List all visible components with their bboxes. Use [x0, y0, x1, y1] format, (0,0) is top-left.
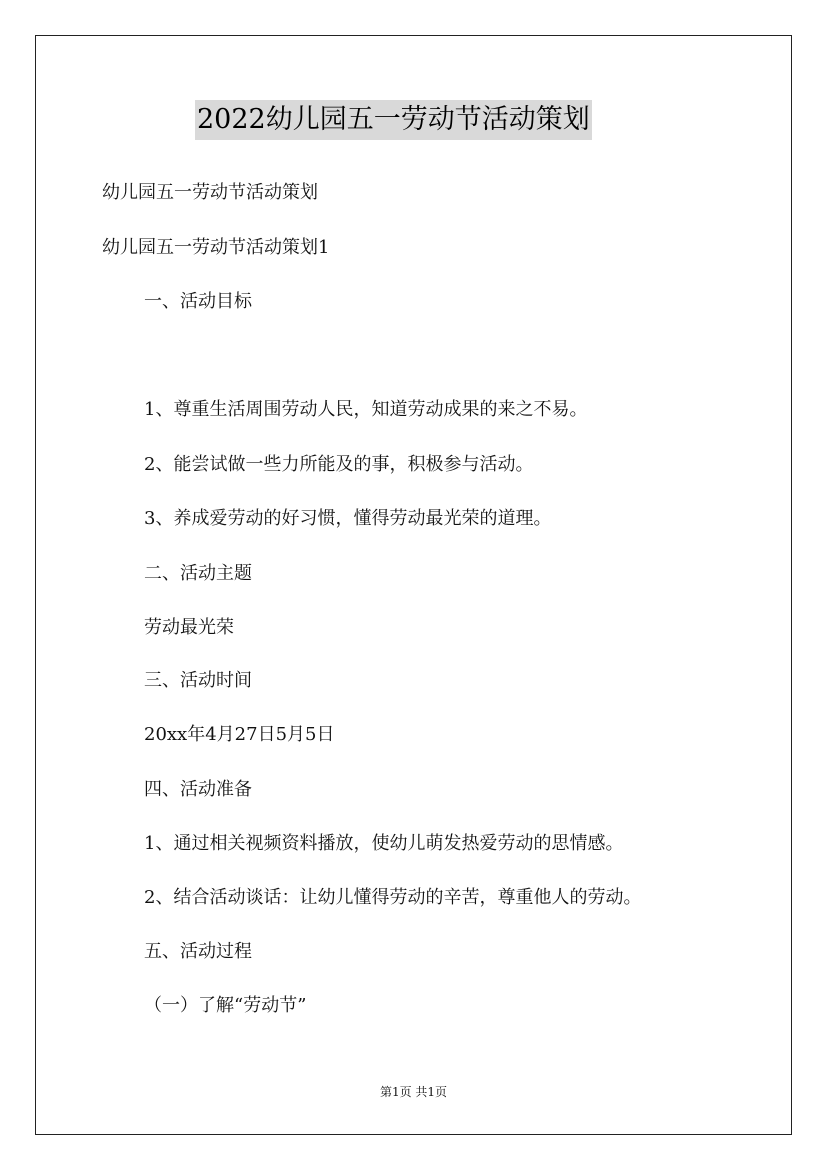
goal-item-2: 2、能尝试做一些力所能及的事，积极参与活动。	[144, 454, 534, 475]
section-heading-plan-1: 幼儿园五一劳动节活动策划1	[102, 237, 330, 258]
process-subheading-1: （一）了解“劳动节”	[144, 995, 307, 1016]
document-title: 2022幼儿园五一劳动节活动策划	[195, 100, 592, 140]
goal-item-3: 3、养成爱劳动的好习惯，懂得劳动最光荣的道理。	[144, 508, 552, 529]
heading-activity-time: 三、活动时间	[144, 670, 252, 691]
goal-item-1: 1、尊重生活周围劳动人民，知道劳动成果的来之不易。	[144, 399, 588, 420]
preparation-item-1: 1、通过相关视频资料播放，使幼儿萌发热爱劳动的思情感。	[144, 833, 624, 854]
page-number-footer: 第1页 共1页	[379, 1085, 448, 1099]
time-text: 20xx年4月27日5月5日	[144, 724, 335, 745]
heading-activity-preparation: 四、活动准备	[144, 779, 252, 800]
theme-text: 劳动最光荣	[144, 617, 234, 638]
subtitle-line: 幼儿园五一劳动节活动策划	[102, 182, 318, 203]
heading-activity-theme: 二、活动主题	[144, 563, 252, 584]
heading-activity-process: 五、活动过程	[144, 941, 252, 962]
heading-activity-goals: 一、活动目标	[144, 291, 252, 312]
preparation-item-2: 2、结合活动谈话：让幼儿懂得劳动的辛苦，尊重他人的劳动。	[144, 887, 642, 908]
